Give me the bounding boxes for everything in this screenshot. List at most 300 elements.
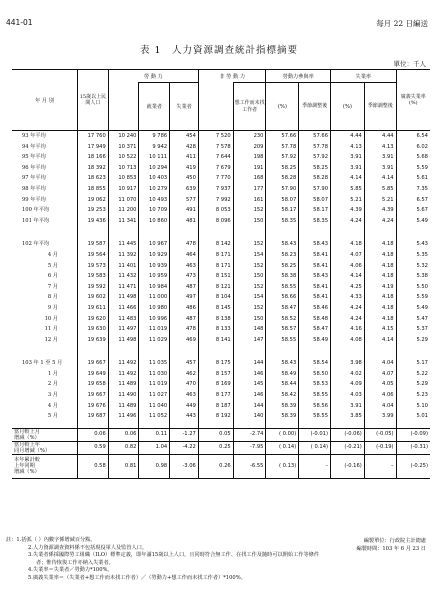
table-cell: 450 <box>170 173 199 184</box>
comparison-cell: – <box>364 454 396 478</box>
table-cell: 10 967 <box>139 239 170 250</box>
table-cell: 191 <box>233 163 266 174</box>
table-cell: 58.39 <box>266 401 299 412</box>
table-cell: 19 062 <box>78 195 109 206</box>
table-cell: 58.17 <box>299 205 331 216</box>
table-cell: 5.61 <box>396 173 430 184</box>
table-row <box>12 173 430 184</box>
table-cell: 449 <box>170 401 199 412</box>
table-cell: 428 <box>170 142 199 153</box>
table-cell: 11 392 <box>108 250 139 261</box>
comparison-cell: 0.06 <box>108 428 139 441</box>
table-cell: 8 171 <box>198 261 233 272</box>
table-cell: 10 980 <box>139 303 170 314</box>
comparison-cell: (-0.09) <box>396 428 430 441</box>
table-cell: 11 445 <box>108 239 139 250</box>
table-cell: 4.04 <box>364 358 396 369</box>
labor-statistics-table <box>12 69 430 479</box>
table-cell: 58.56 <box>299 401 331 412</box>
table-cell: 177 <box>233 184 266 195</box>
table-cell: 146 <box>233 369 266 380</box>
table-cell: 5.59 <box>396 163 430 174</box>
table-cell: 57.90 <box>299 184 331 195</box>
table-cell: 11 471 <box>108 282 139 293</box>
table-cell: 4.14 <box>331 271 365 282</box>
table-row <box>12 216 430 227</box>
table-cell: 11 492 <box>108 358 139 369</box>
table-cell: 4.24 <box>364 216 396 227</box>
comparison-cell: (-0.19) <box>364 441 396 454</box>
table-row <box>12 184 430 195</box>
table-cell: 17 760 <box>78 131 109 142</box>
table-cell: 7 644 <box>198 152 233 163</box>
table-cell: 19 630 <box>78 324 109 335</box>
comparison-cell: (-0.05) <box>364 428 396 441</box>
table-row <box>12 163 430 174</box>
table-cell: 3.99 <box>364 411 396 422</box>
comparison-cell: -3.06 <box>170 454 199 478</box>
table-cell: 8 151 <box>198 271 233 282</box>
table-cell: 8 192 <box>198 411 233 422</box>
comparison-cell: -6.55 <box>233 454 266 478</box>
table-row <box>12 390 430 401</box>
table-cell: 4.18 <box>331 239 365 250</box>
row-label: 2 月 <box>47 381 58 388</box>
row-label: 103 年 1 至 5 月 <box>22 360 63 367</box>
col-year-month: 年 月 別 <box>12 70 78 131</box>
table-cell: 11 000 <box>139 292 170 303</box>
note-5: 5.廣義失業率＝（失業者+想工作而未找工作者）／（勞動力+想工作而未找工作者）*100%。 <box>28 574 246 581</box>
table-cell: 58.66 <box>266 292 299 303</box>
table-cell: 19 649 <box>78 369 109 380</box>
table-cell: 478 <box>170 324 199 335</box>
table-cell: 4.24 <box>331 314 365 325</box>
table-cell: 5.35 <box>396 250 430 261</box>
table-cell: 454 <box>170 131 199 142</box>
table-cell: 4.44 <box>331 131 365 142</box>
table-cell: 7 679 <box>198 163 233 174</box>
table-cell: 145 <box>233 379 266 390</box>
table-cell: 4.13 <box>364 142 396 153</box>
table-row <box>12 131 430 142</box>
table-cell: 5.68 <box>396 152 430 163</box>
table-cell: 443 <box>170 411 199 422</box>
table-cell: 5.85 <box>331 184 365 195</box>
table-cell: 58.42 <box>266 390 299 401</box>
table-cell: 10 709 <box>139 205 170 216</box>
row-label: 12 月 <box>44 336 58 343</box>
row-label: 8 月 <box>47 294 58 301</box>
table-row <box>12 358 430 369</box>
table-cell: 168 <box>233 173 266 184</box>
comparison-cell: ( 0.14) <box>266 441 299 454</box>
table-cell: 58.55 <box>266 335 299 346</box>
table-cell: 58.28 <box>266 173 299 184</box>
table-cell: 152 <box>233 282 266 293</box>
col-lfpr: 勞動力參與率 <box>266 70 331 83</box>
table-cell: 4.18 <box>364 250 396 261</box>
table-cell: 144 <box>233 401 266 412</box>
table-cell: 19 687 <box>78 411 109 422</box>
table-cell: 4.18 <box>364 261 396 272</box>
table-cell: 58.43 <box>299 239 331 250</box>
table-cell: 18 623 <box>78 173 109 184</box>
comparison-cell: (-0.31) <box>396 441 430 454</box>
col-nlf-total <box>198 83 233 131</box>
table-cell: 57.92 <box>266 152 299 163</box>
comparison-cell: 0.82 <box>108 441 139 454</box>
table-cell: 10 522 <box>108 152 139 163</box>
table-cell: 11 492 <box>108 369 139 380</box>
table-cell: 470 <box>170 379 199 390</box>
table-row <box>12 369 430 380</box>
table-cell: 497 <box>170 292 199 303</box>
source-unit: 編製單位：行政院主計總處 <box>363 538 426 544</box>
report-period: 每月 22 日編送 <box>376 19 428 28</box>
table-cell: 5.01 <box>396 411 430 422</box>
table-cell: 11 497 <box>108 324 139 335</box>
row-label: 94 年平均 <box>22 143 46 150</box>
table-cell: 11 029 <box>139 335 170 346</box>
table-cell: 5.32 <box>396 261 430 272</box>
table-cell: 469 <box>170 335 199 346</box>
table-cell: 5.29 <box>396 379 430 390</box>
table-row <box>12 271 430 282</box>
table-cell: 58.43 <box>266 239 299 250</box>
table-cell: 5.23 <box>396 390 430 401</box>
table-cell: 8 138 <box>198 314 233 325</box>
table-cell: 58.54 <box>299 358 331 369</box>
table-cell: 10 860 <box>139 216 170 227</box>
table-cell: 58.44 <box>266 379 299 390</box>
table-cell: 491 <box>170 205 199 216</box>
table-cell: 5.47 <box>396 314 430 325</box>
spacer-row <box>12 226 430 239</box>
table-cell: 4.39 <box>364 205 396 216</box>
table-cell: 7 520 <box>198 131 233 142</box>
table-row <box>12 205 430 216</box>
row-label: 3 月 <box>47 392 58 399</box>
table-cell: 3.91 <box>331 152 365 163</box>
table-cell: 6.02 <box>396 142 430 153</box>
note-4: 4.失業率＝失業者／勞動力*100%。 <box>28 567 113 574</box>
row-label: 4 月 <box>47 402 58 409</box>
table-cell: 10 996 <box>139 314 170 325</box>
comparison-cell: -7.95 <box>233 441 266 454</box>
table-cell: 6.57 <box>396 195 430 206</box>
row-label: 7 月 <box>47 283 58 290</box>
table-cell: 58.49 <box>266 369 299 380</box>
table-cell: 19 620 <box>78 314 109 325</box>
table-cell: 462 <box>170 369 199 380</box>
table-cell: 4.16 <box>331 324 365 335</box>
table-cell: 161 <box>233 195 266 206</box>
table-cell: 11 432 <box>108 271 139 282</box>
row-label: 9 月 <box>47 304 58 311</box>
col-lf-total <box>108 83 139 131</box>
table-row <box>12 401 430 412</box>
table-cell: 58.53 <box>299 379 331 390</box>
row-label: 97 年平均 <box>22 175 46 182</box>
table-cell: 11 401 <box>108 261 139 272</box>
table-row <box>12 314 430 325</box>
table-cell: 7.35 <box>396 184 430 195</box>
table-cell: 5.22 <box>396 369 430 380</box>
table-cell: 8 121 <box>198 282 233 293</box>
comparison-cell: -4.22 <box>170 441 199 454</box>
table-row <box>12 261 430 272</box>
table-cell: 4.24 <box>331 216 365 227</box>
table-cell: 11 019 <box>139 379 170 390</box>
table-cell: 19 639 <box>78 335 109 346</box>
col-unemp-seasonal: 季節調整後 <box>364 83 396 131</box>
table-cell: 639 <box>170 184 199 195</box>
table-cell: 463 <box>170 261 199 272</box>
table-cell: 11 027 <box>139 390 170 401</box>
table-cell: 473 <box>170 271 199 282</box>
comparison-cell: 0.25 <box>198 441 233 454</box>
table-cell: 4.19 <box>364 282 396 293</box>
table-cell: 419 <box>170 163 199 174</box>
table-cell: 58.49 <box>299 335 331 346</box>
table-cell: 4.18 <box>364 292 396 303</box>
table-cell: 19 573 <box>78 261 109 272</box>
comparison-label: 本年累計較 上年同期 增減（%） <box>12 454 78 478</box>
table-cell: 4.02 <box>331 369 365 380</box>
table-cell: 5.85 <box>364 184 396 195</box>
table-cell: 7 770 <box>198 173 233 184</box>
table-row <box>12 411 430 422</box>
row-label: 10 月 <box>44 315 58 322</box>
table-cell: 5.17 <box>396 358 430 369</box>
table-cell: 10 493 <box>139 195 170 206</box>
table-cell: 4.07 <box>331 250 365 261</box>
table-cell: 5.67 <box>396 205 430 216</box>
comparison-cell: -1.27 <box>170 428 199 441</box>
table-cell: 144 <box>233 358 266 369</box>
table-cell: 4.06 <box>331 261 365 272</box>
col-unemp-pct: (%) <box>331 83 365 131</box>
table-cell: 3.98 <box>331 358 365 369</box>
table-cell: 152 <box>233 239 266 250</box>
table-cell: 4.39 <box>331 205 365 216</box>
table-cell: 11 466 <box>108 303 139 314</box>
table-cell: 19 564 <box>78 250 109 261</box>
table-cell: 7 937 <box>198 184 233 195</box>
table-cell: 4.15 <box>364 324 396 335</box>
table-cell: 11 019 <box>139 324 170 335</box>
table-cell: 8 142 <box>198 239 233 250</box>
comparison-cell: ( 0.14) <box>299 441 331 454</box>
row-label: 5 月 <box>47 262 58 269</box>
col-unemployed: 失業者 <box>170 83 199 131</box>
table-cell: 11 341 <box>108 216 139 227</box>
table-row <box>12 292 430 303</box>
table-cell: 487 <box>170 282 199 293</box>
table-cell: 8 133 <box>198 324 233 335</box>
table-cell: 10 959 <box>139 271 170 282</box>
row-label: 5 月 <box>47 413 58 420</box>
table-cell: 4.13 <box>331 142 365 153</box>
table-cell: 5.43 <box>396 239 430 250</box>
table-cell: 10 111 <box>139 152 170 163</box>
col-hidden-rate: 廣義失業率(%) <box>396 70 430 131</box>
table-cell: 10 929 <box>139 250 170 261</box>
table-cell: 577 <box>170 195 199 206</box>
table-row <box>12 335 430 346</box>
table-cell: 19 658 <box>78 379 109 390</box>
table-cell: 5.38 <box>396 271 430 282</box>
table-cell: 4.07 <box>364 369 396 380</box>
comparison-row <box>12 428 430 441</box>
table-cell: 58.25 <box>299 163 331 174</box>
table-cell: 3.91 <box>364 152 396 163</box>
table-cell: 8 053 <box>198 205 233 216</box>
table-row <box>12 195 430 206</box>
col-employed: 就業者 <box>139 83 170 131</box>
table-cell: 4.08 <box>331 335 365 346</box>
table-cell: 8 157 <box>198 369 233 380</box>
table-cell: 58.50 <box>299 369 331 380</box>
row-label: 96 年平均 <box>22 164 46 171</box>
table-cell: 19 592 <box>78 282 109 293</box>
table-cell: 140 <box>233 411 266 422</box>
table-cell: 6.54 <box>396 131 430 142</box>
table-cell: 150 <box>233 314 266 325</box>
table-cell: 4.18 <box>364 303 396 314</box>
table-cell: 11 489 <box>108 379 139 390</box>
table-cell: 57.78 <box>266 142 299 153</box>
table-cell: 5.29 <box>396 335 430 346</box>
table-cell: 8 104 <box>198 292 233 303</box>
table-cell: 4.05 <box>364 379 396 390</box>
table-cell: 3.91 <box>331 163 365 174</box>
note-2: 2.人力資源調查資料係不包括現役軍人及監管人口。 <box>28 544 148 551</box>
table-row <box>12 324 430 335</box>
table-cell: 4.14 <box>364 173 396 184</box>
row-label: 99 年平均 <box>22 196 46 203</box>
table-cell: 478 <box>170 239 199 250</box>
table-cell: 57.66 <box>299 131 331 142</box>
table-cell: 4.09 <box>331 379 365 390</box>
page-title: 表 1 人力資源調查統計指標摘要 <box>139 45 299 56</box>
table-cell: 9 942 <box>139 142 170 153</box>
table-cell: 11 483 <box>108 314 139 325</box>
table-cell: 5.37 <box>396 324 430 335</box>
comparison-cell: (-0.21) <box>331 441 365 454</box>
comparison-cell: 0.06 <box>78 428 109 441</box>
table-cell: 19 667 <box>78 358 109 369</box>
row-label: 1 月 <box>47 370 58 377</box>
table-cell: 58.41 <box>299 282 331 293</box>
table-cell: 11 052 <box>139 411 170 422</box>
table-row <box>12 142 430 153</box>
table-cell: 19 611 <box>78 303 109 314</box>
table-cell: 58.23 <box>266 250 299 261</box>
comparison-label: 當月較上月 增減（%） <box>12 428 78 441</box>
table-cell: 58.25 <box>266 163 299 174</box>
row-label: 95 年平均 <box>22 154 46 161</box>
table-cell: 58.25 <box>266 261 299 272</box>
table-cell: 58.52 <box>266 314 299 325</box>
table-cell: 19 676 <box>78 401 109 412</box>
table-cell: 19 602 <box>78 292 109 303</box>
table-cell: 19 667 <box>78 390 109 401</box>
comparison-cell: (-0.01) <box>299 428 331 441</box>
table-cell: 11 030 <box>139 369 170 380</box>
table-cell: 58.43 <box>299 271 331 282</box>
table-cell: 11 035 <box>139 358 170 369</box>
spacer-row <box>12 345 430 358</box>
table-cell: 4.14 <box>364 335 396 346</box>
table-cell: 8 096 <box>198 216 233 227</box>
comparison-row <box>12 441 430 454</box>
table-cell: 18 166 <box>78 152 109 163</box>
table-cell: 58.35 <box>266 216 299 227</box>
table-cell: 147 <box>233 335 266 346</box>
table-cell: 230 <box>233 131 266 142</box>
table-cell: 58.47 <box>266 303 299 314</box>
comparison-cell: (-0.25) <box>396 454 430 478</box>
table-cell: 17 949 <box>78 142 109 153</box>
table-cell: 9 786 <box>139 131 170 142</box>
row-label: 101 年平均 <box>22 217 50 224</box>
col-unemp-rate: 失業率 <box>331 70 397 83</box>
table-cell: 18 855 <box>78 184 109 195</box>
row-label: 6 月 <box>47 273 58 280</box>
table-cell: 57.92 <box>299 152 331 163</box>
table-cell: 19 253 <box>78 205 109 216</box>
table-cell: 10 371 <box>108 142 139 153</box>
table-cell: 11 200 <box>108 205 139 216</box>
table-cell: 58.28 <box>299 173 331 184</box>
table-cell: 5.10 <box>396 401 430 412</box>
table-row <box>12 152 430 163</box>
table-cell: 58.07 <box>299 195 331 206</box>
table-cell: 11 496 <box>108 411 139 422</box>
table-cell: 457 <box>170 358 199 369</box>
table-cell: 11 490 <box>108 390 139 401</box>
table-cell: 8 175 <box>198 358 233 369</box>
col-pop15: 15歲以上民間人口 <box>78 70 109 131</box>
table-cell: 11 040 <box>139 401 170 412</box>
row-label: 100 年平均 <box>22 207 50 214</box>
table-cell: 19 587 <box>78 239 109 250</box>
table-cell: 4.33 <box>331 292 365 303</box>
table-cell: 8 187 <box>198 401 233 412</box>
table-cell: 4.14 <box>331 173 365 184</box>
table-row <box>12 379 430 390</box>
table-cell: 4.03 <box>331 390 365 401</box>
col-not-in-labor: 非 勞 動 力 <box>198 70 266 83</box>
note-1: 註：1.括弧（ ）內數字係增減百分點。 <box>6 537 96 543</box>
table-cell: 58.48 <box>299 314 331 325</box>
comparison-cell: (-0.06) <box>331 428 365 441</box>
col-want-work: 想工作而未找工作者 <box>233 83 266 131</box>
table-cell: 5.49 <box>396 303 430 314</box>
comparison-cell: 0.05 <box>198 428 233 441</box>
table-cell: 4.24 <box>331 303 365 314</box>
table-cell: 58.47 <box>299 324 331 335</box>
table-cell: 5.59 <box>396 292 430 303</box>
row-label: 4 月 <box>47 251 58 258</box>
table-cell: 7 992 <box>198 195 233 206</box>
table-cell: 198 <box>233 152 266 163</box>
table-cell: 58.55 <box>299 390 331 401</box>
table-cell: 58.07 <box>266 195 299 206</box>
table-cell: 3.85 <box>331 411 365 422</box>
table-cell: 58.41 <box>299 292 331 303</box>
